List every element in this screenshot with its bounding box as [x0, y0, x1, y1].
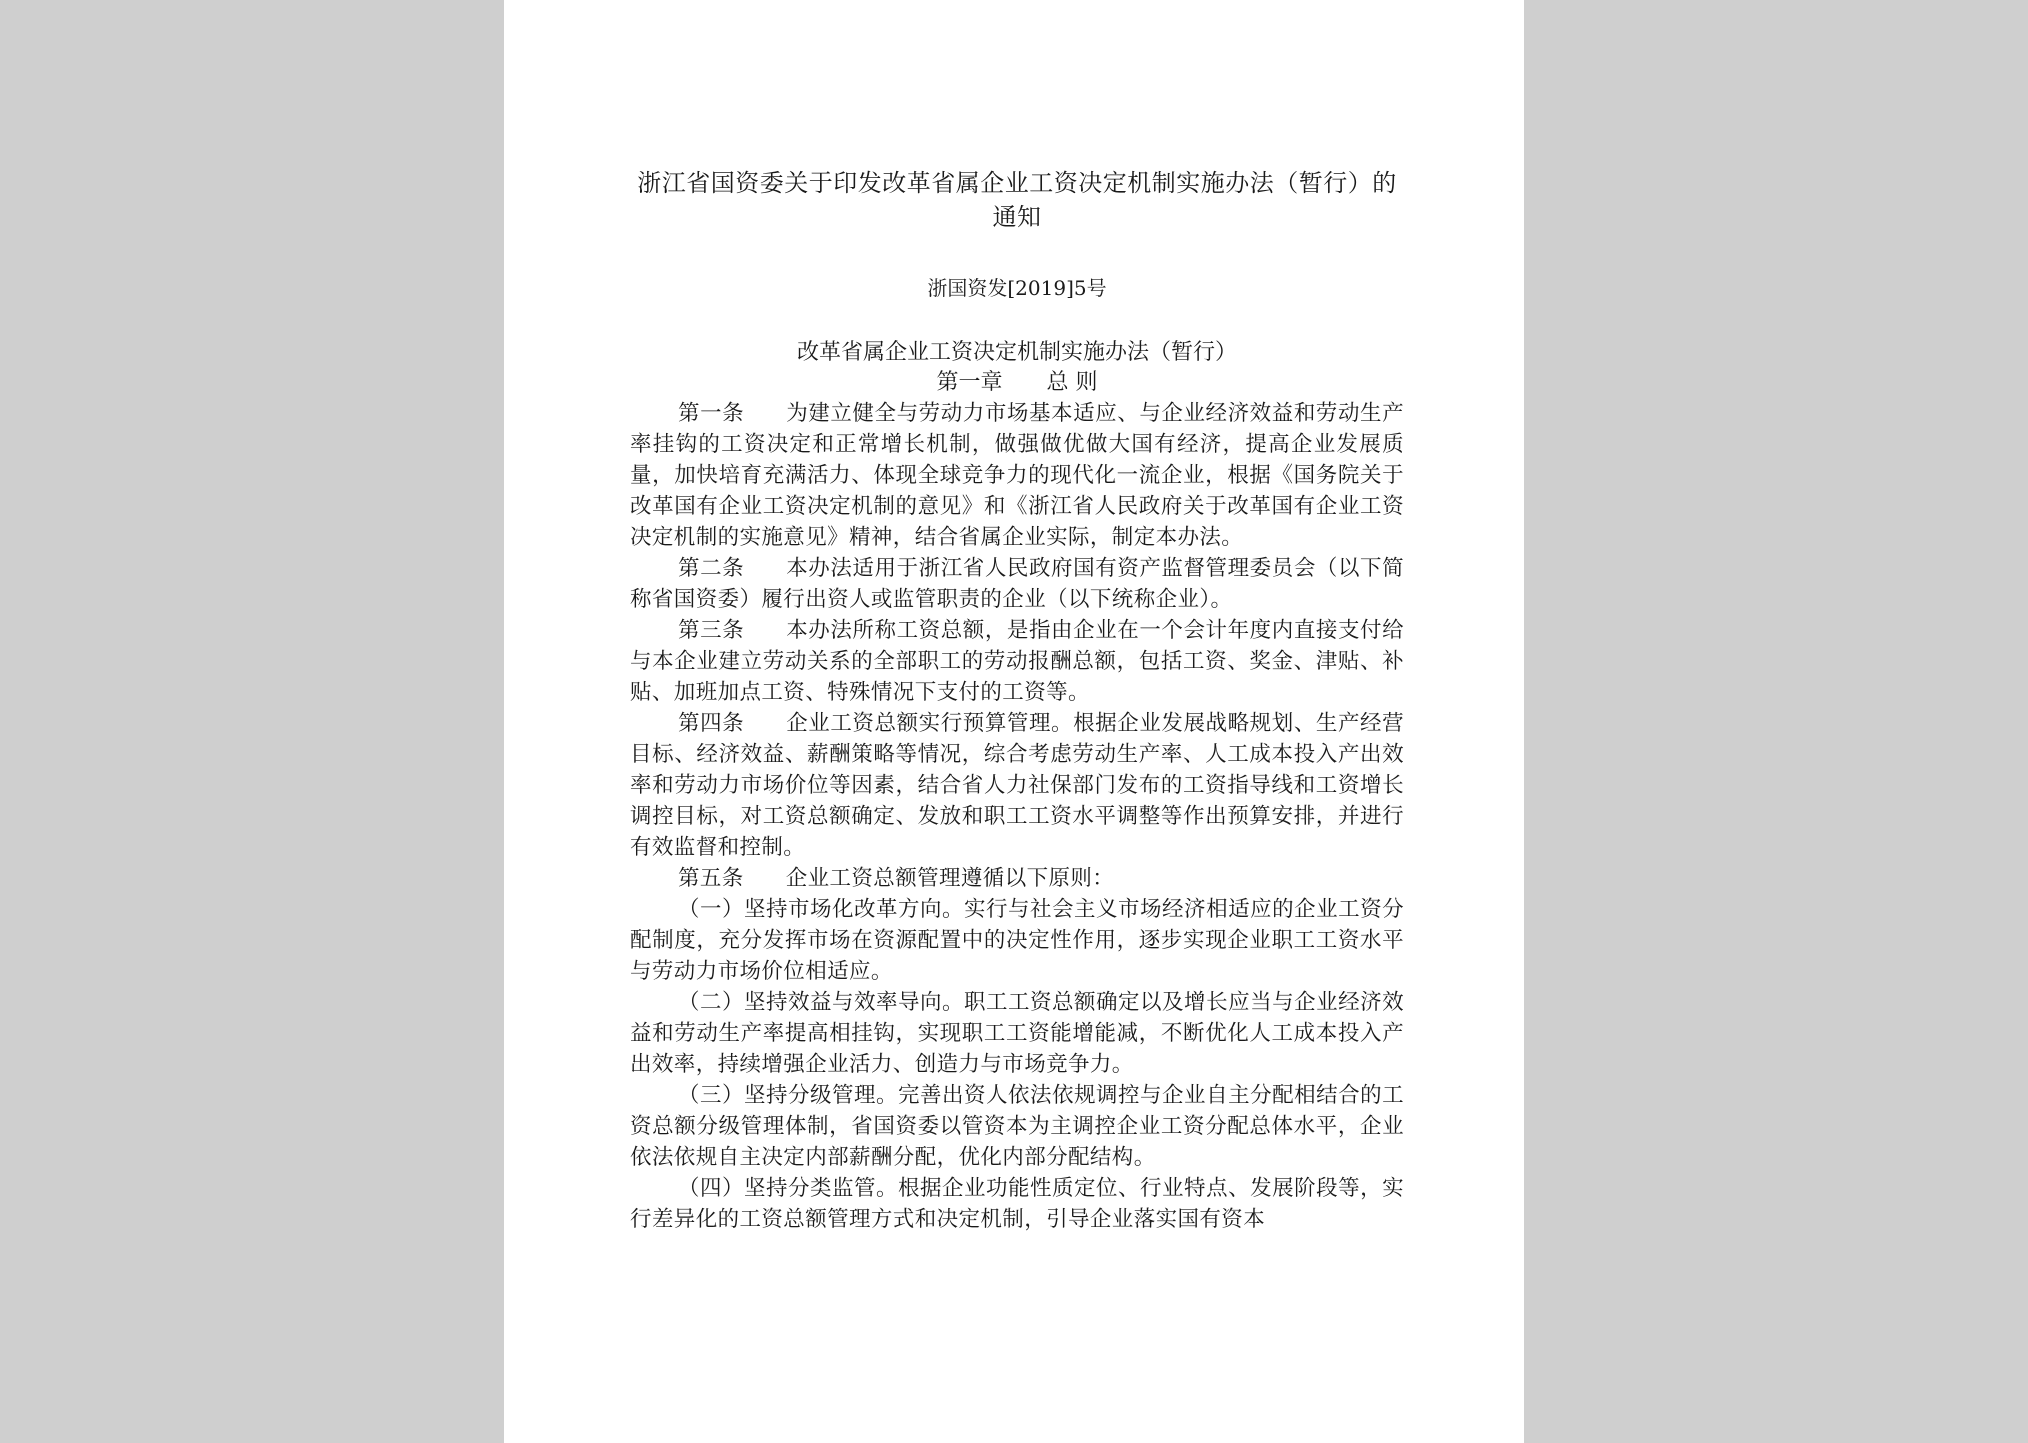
chapter-name: 总 则 [1046, 370, 1098, 395]
document-subtitle: 改革省属企业工资决定机制实施办法（暂行） [796, 340, 1237, 365]
article-1 [630, 398, 1404, 553]
document-number: 浙国资发[2019]5号 [927, 276, 1107, 300]
principle-4: （四）坚持分类监管。根据企业功能性质定位、行业特点、发展阶段等，实行差异化的工资总额管理方式和决定机制，引导企业落实国有资本 [630, 1176, 1404, 1232]
article-3 [630, 615, 1404, 708]
principle-3: （三）坚持分级管理。完善出资人依法依规调控与企业自主分配相结合的工资总额分级管理体制，省国资委以管资本为主调控企业工资分配总体水平，企业依法依规自主决定内部薪酬分配，优化内部分配结构。 [630, 1083, 1404, 1170]
document-content [630, 166, 1404, 1235]
principle-2: （二）坚持效益与效率导向。职工工资总额确定以及增长应当与企业经济效益和劳动生产率提高相挂钩，实现职工工资能增能减，不断优化人工成本投入产出效率，持续增强企业活力、创造力与市场竞争力。 [630, 990, 1404, 1077]
article-label: 第五条 [678, 866, 744, 891]
article-text: 企业工资总额实行预算管理。根据企业发展战略规划、生产经营目标、经济效益、薪酬策略等情况，综合考虑劳动生产率、人工成本投入产出效率和劳动力市场价位等因素，结合省人力社保部门发布的工资指导线和工资增长调控目标，对工资总额确定、发放和职工工资水平调整等作出预算安排，并进行有效监督和控制。 [630, 711, 1405, 860]
article-text: 企业工资总额管理遵循以下原则： [785, 866, 1115, 891]
article-label: 第三条 [678, 618, 745, 643]
article-label: 第二条 [678, 556, 745, 581]
article-text: 为建立健全与劳动力市场基本适应、与企业经济效益和劳动生产率挂钩的工资决定和正常增长机制，做强做优做大国有经济，提高企业发展质量，加快培育充满活力、体现全球竞争力的现代化一流企业，根据《国务院关于改革国有企业工资决定机制的意见》和《浙江省人民政府关于改革国有企业工资决定机制的实施意见》精神，结合省属企业实际，制定本办法。 [630, 401, 1405, 550]
chapter-heading [630, 368, 1404, 398]
article-label: 第四条 [678, 711, 745, 736]
document-page [504, 0, 1524, 1443]
principle-1: （一）坚持市场化改革方向。实行与社会主义市场经济相适应的企业工资分配制度，充分发挥市场在资源配置中的决定性作用，逐步实现企业职工工资水平与劳动力市场价位相适应。 [630, 897, 1404, 984]
article-2 [630, 553, 1404, 615]
article-5 [630, 863, 1404, 894]
chapter-number: 第一章 [936, 370, 1003, 395]
article-text: 本办法所称工资总额，是指由企业在一个会计年度内直接支付给与本企业建立劳动关系的全部职工的劳动报酬总额，包括工资、奖金、津贴、补贴、加班加点工资、特殊情况下支付的工资等。 [630, 618, 1405, 705]
document-title: 浙江省国资委关于印发改革省属企业工资决定机制实施办法（暂行）的通知 [637, 169, 1397, 231]
article-label: 第一条 [678, 401, 745, 426]
article-4 [630, 708, 1404, 863]
article-text: 本办法适用于浙江省人民政府国有资产监督管理委员会（以下简称省国资委）履行出资人或监管职责的企业（以下统称企业）。 [630, 556, 1405, 612]
